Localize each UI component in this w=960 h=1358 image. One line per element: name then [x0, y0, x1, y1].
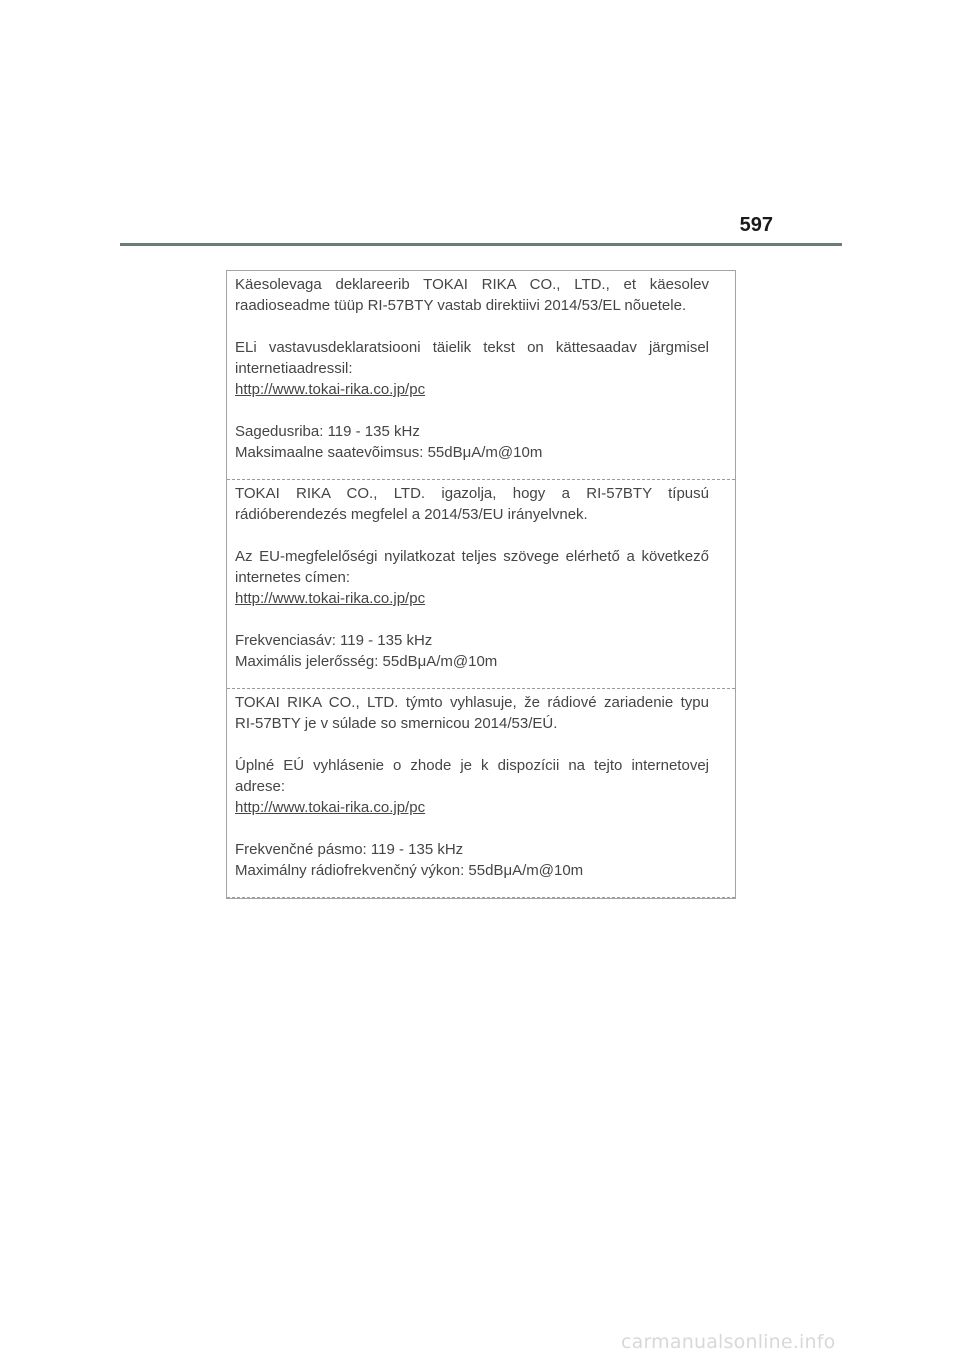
declaration-link[interactable]: http://www.tokai-rika.co.jp/pc	[235, 381, 426, 398]
declaration-paragraph	[235, 483, 709, 525]
spec-paragraph	[235, 839, 709, 881]
availability-paragraph	[235, 755, 709, 818]
text-line: adrese:	[235, 778, 286, 795]
declaration-box	[226, 270, 736, 899]
frequency-band-text: Frekvenčné pásmo: 119 - 135 kHz	[235, 841, 464, 858]
text-line: Käesolevaga deklareerib TOKAI RIKA CO., LTD., et käesolev	[235, 276, 709, 293]
text-line: internetiaadressil:	[235, 360, 353, 377]
text-line: ELi vastavusdeklaratsiooni täielik tekst on kättesaadav järgmisel	[235, 339, 709, 356]
declaration-section-estonian	[227, 271, 735, 480]
text-line: internetes címen:	[235, 569, 351, 586]
text-line: Az EU-megfelelőségi nyilatkozat teljes szövege elérhető a következő	[235, 548, 709, 565]
text-line: RI-57BTY je v súlade so smernicou 2014/53/EÚ.	[235, 715, 558, 732]
max-power-text: Maximális jelerősség: 55dBμA/m@10m	[235, 653, 498, 670]
page-number: 597	[739, 214, 773, 236]
watermark-logo: carmanualsonline.info	[621, 1331, 836, 1353]
availability-paragraph	[235, 546, 709, 609]
text-line: TOKAI RIKA CO., LTD. igazolja, hogy a RI-57BTY típusú	[235, 485, 709, 502]
declaration-link[interactable]: http://www.tokai-rika.co.jp/pc	[235, 799, 426, 816]
spec-paragraph	[235, 421, 709, 463]
declaration-paragraph	[235, 274, 709, 316]
max-power-text: Maximálny rádiofrekvenčný výkon: 55dBμA/m@10m	[235, 862, 584, 879]
max-power-text: Maksimaalne saatevõimsus: 55dBμA/m@10m	[235, 444, 543, 461]
availability-paragraph	[235, 337, 709, 400]
frequency-band-text: Sagedusriba: 119 - 135 kHz	[235, 423, 420, 440]
text-line: raadioseadme tüüp RI-57BTY vastab direktiivi 2014/53/EL nõuetele.	[235, 297, 687, 314]
declaration-link[interactable]: http://www.tokai-rika.co.jp/pc	[235, 590, 426, 607]
spec-paragraph	[235, 630, 709, 672]
frequency-band-text: Frekvenciasáv: 119 - 135 kHz	[235, 632, 433, 649]
text-line: rádióberendezés megfelel a 2014/53/EU irányelvnek.	[235, 506, 588, 523]
text-line: Úplné EÚ vyhlásenie o zhode je k dispozícii na tejto internetovej	[235, 757, 709, 774]
declaration-section-hungarian	[227, 480, 735, 689]
declaration-paragraph	[235, 692, 709, 734]
declaration-section-slovak	[227, 689, 735, 898]
text-line: TOKAI RIKA CO., LTD. týmto vyhlasuje, že rádiové zariadenie typu	[235, 694, 709, 711]
header-rule	[120, 243, 842, 246]
